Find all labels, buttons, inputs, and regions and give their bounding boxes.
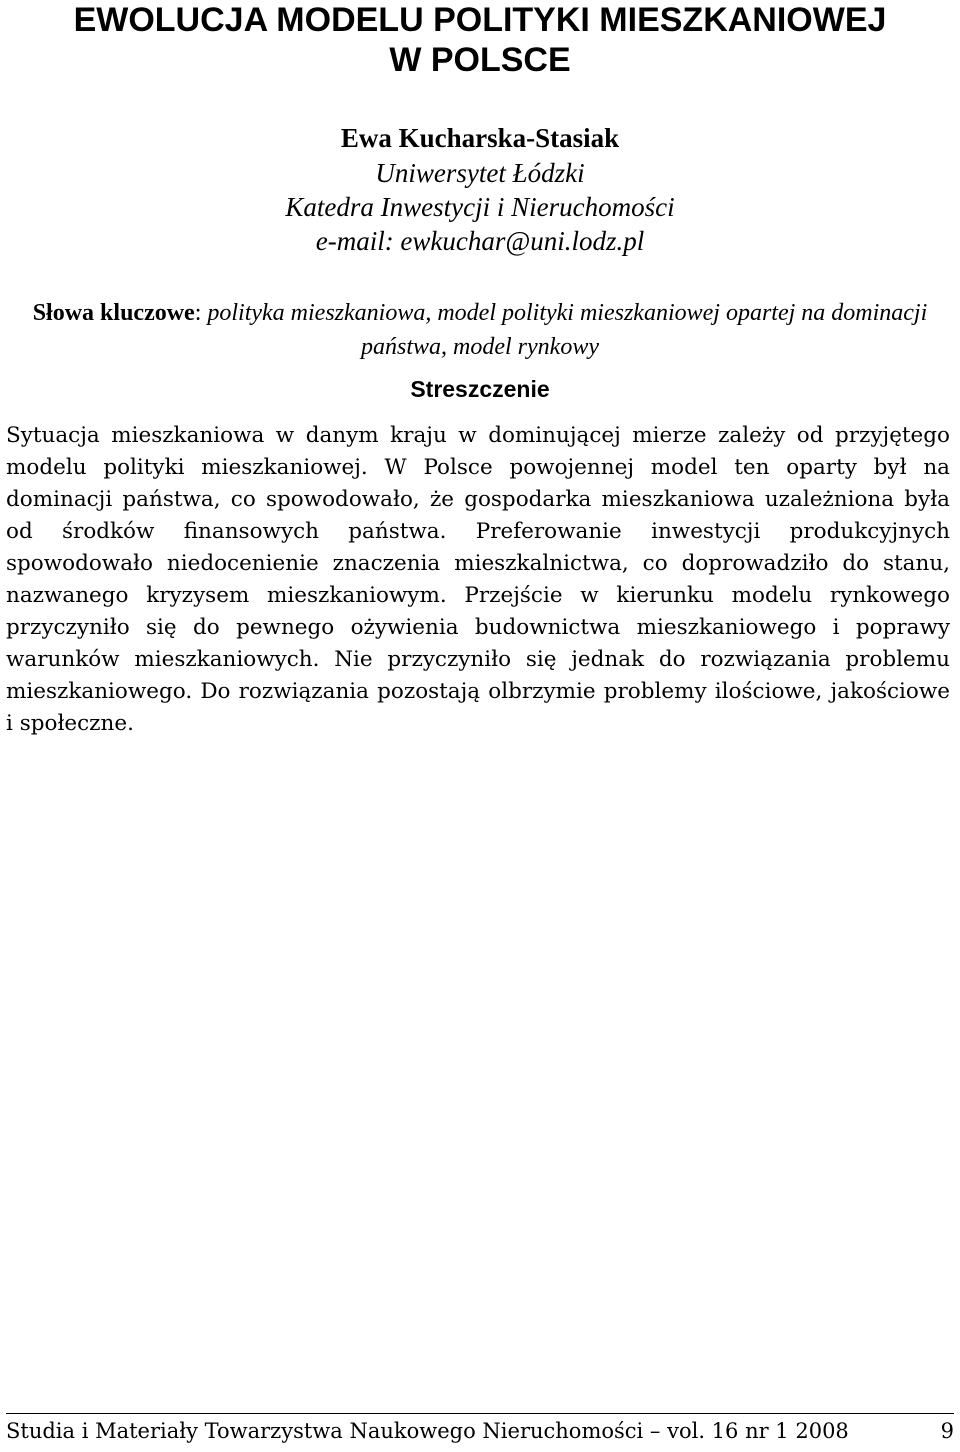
page-footer	[6, 1416, 954, 1446]
author-name: Ewa Kucharska-Stasiak	[340, 123, 620, 153]
title-line-2: W POLSCE	[389, 41, 571, 79]
author-email: e-mail: ewkuchar@uni.lodz.pl	[315, 226, 645, 256]
author-department: Katedra Inwestycji i Nieruchomości	[285, 192, 675, 222]
keywords-label: Słowa kluczowe	[32, 300, 195, 326]
keywords-separator: :	[194, 300, 202, 326]
keywords-text: polityka mieszkaniowa, model polityki mieszkaniowej opartej na dominacji państwa, model rynkowy	[201, 300, 928, 360]
page-number: 9	[940, 1419, 954, 1443]
abstract-body: Sytuacja mieszkaniowa w danym kraju w dominującej mierze zależy od przyjętego modelu polityki mieszkaniowej. W Polsce powojennej model ten oparty był na dominacji państwa, co spowodowało, że gospodarka mieszkaniowa uzależniona była od środków finansowych państwa. Preferowanie inwestycji produkcyjnych spowodowało niedocenienie znaczenia mieszkalnictwa, co doprowadziło do stanu, nazwanego kryzysem mieszkaniowym. Przejście w kierunku modelu rynkowego przyczyniło się do pewnego ożywienia budownictwa mieszkaniowego i poprawy warunków mieszkaniowych. Nie przyczyniło się jednak do rozwiązania problemu mieszkaniowego. Do rozwiązania pozostają olbrzymie problemy ilościowe, jakościowe i społeczne.	[6, 423, 950, 736]
footer-divider	[6, 1413, 954, 1414]
keywords	[0, 296, 960, 364]
author-university: Uniwersytet Łódzki	[375, 158, 585, 188]
title-line-1: EWOLUCJA MODELU POLITYKI MIESZKANIOWEJ	[73, 1, 887, 39]
footer-journal: Studia i Materiały Towarzystwa Naukowego Nieruchomości – vol. 16 nr 1 2008	[6, 1419, 849, 1443]
abstract-heading: Streszczenie	[410, 376, 550, 402]
